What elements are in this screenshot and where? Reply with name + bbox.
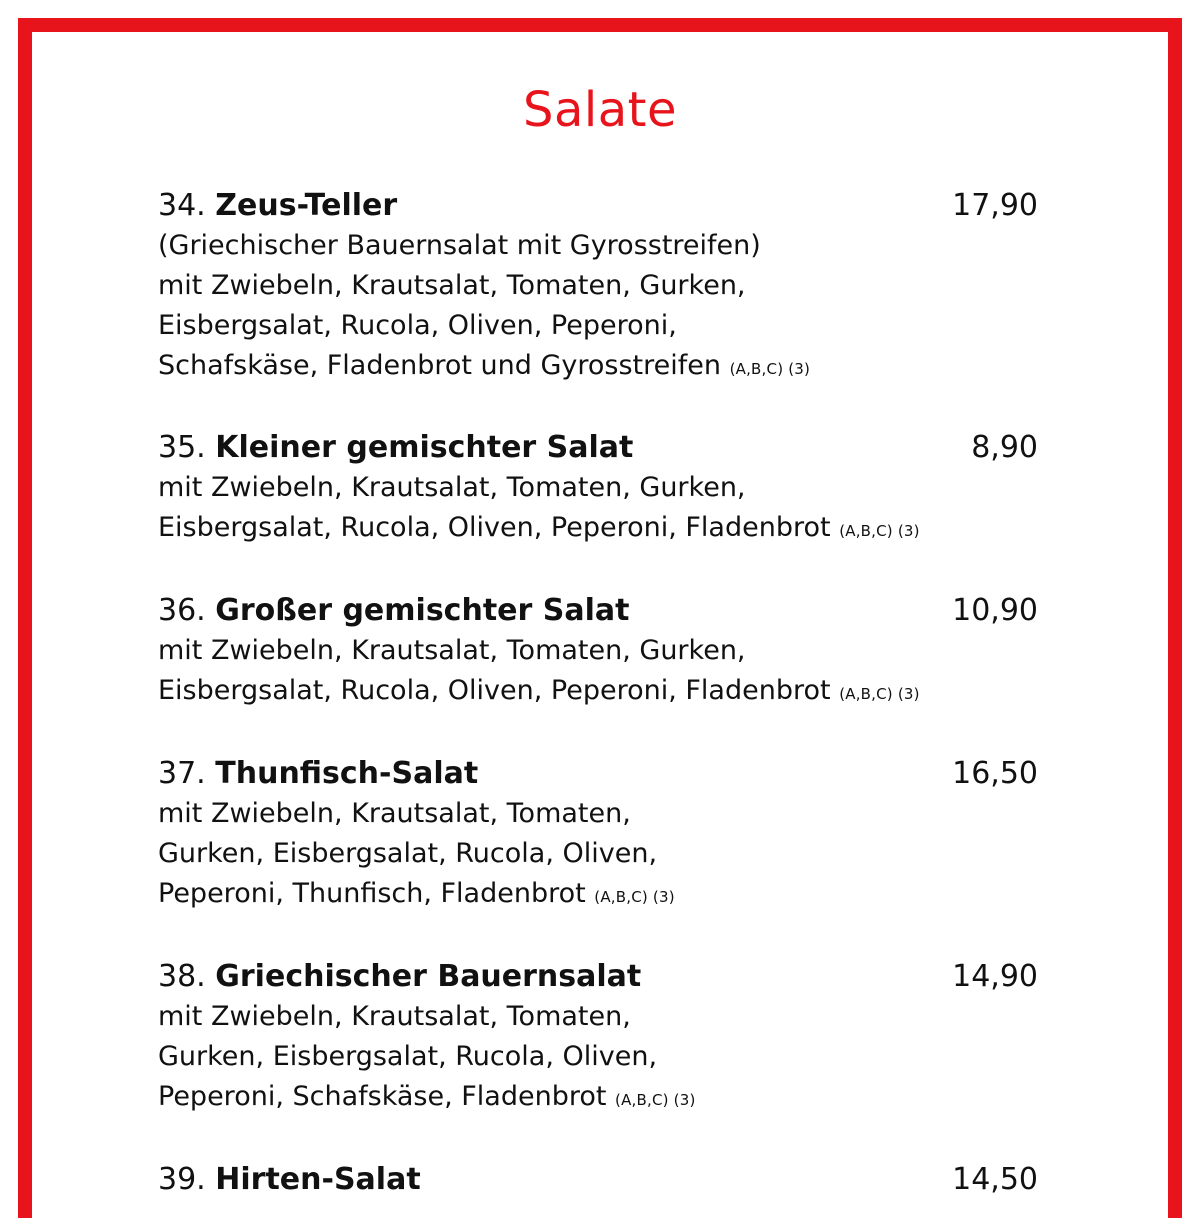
allergen-codes: (A,B,C) (3): [839, 685, 920, 703]
item-number: 38.: [158, 959, 206, 994]
menu-item: [158, 1160, 1038, 1200]
description-line: mit Zwiebeln, Krautsalat, Tomaten, Gurken,: [158, 635, 746, 666]
allergen-codes: (A,B,C) (3): [729, 360, 811, 378]
item-name: Zeus-Teller: [215, 188, 398, 223]
description-line: Gurken, Eisbergsalat, Rucola, Oliven,: [158, 838, 658, 869]
item-name: Kleiner gemischter Salat: [215, 430, 634, 465]
allergen-codes: (A,B,C) (3): [839, 522, 920, 540]
page-title: Salate: [523, 82, 677, 138]
description-text: Eisbergsalat, Rucola, Oliven, Peperoni, Fladenbrot: [158, 512, 831, 543]
description-text: Peperoni, Thunfisch, Fladenbrot: [158, 878, 586, 909]
menu-item: [158, 591, 1038, 714]
item-description: [158, 997, 1038, 1120]
menu-item: [158, 754, 1038, 917]
description-line-last: [158, 874, 1038, 917]
item-name: Hirten-Salat: [215, 1162, 421, 1197]
description-line: mit Zwiebeln, Krautsalat, Tomaten, Gurken,: [158, 472, 746, 503]
description-line: Eisbergsalat, Rucola, Oliven, Peperoni,: [158, 310, 677, 341]
item-description: [158, 226, 1038, 389]
item-description: [158, 794, 1038, 917]
description-line: mit Zwiebeln, Krautsalat, Tomaten,: [158, 1001, 631, 1032]
menu-item-header: [158, 1160, 1038, 1200]
menu-item-header: [158, 754, 1038, 794]
menu-item: [158, 186, 1038, 389]
item-description: [158, 468, 1038, 551]
menu-item-header: [158, 591, 1038, 631]
menu-item: [158, 957, 1038, 1120]
allergen-codes: (A,B,C) (3): [615, 1091, 696, 1109]
allergen-codes: (A,B,C) (3): [594, 888, 675, 906]
menu-item-header: [158, 428, 1038, 468]
menu-item-header: [158, 957, 1038, 997]
item-price: 8,90: [971, 430, 1038, 465]
item-price: 14,50: [952, 1162, 1038, 1197]
item-number: 34.: [158, 188, 206, 223]
item-price: 16,50: [952, 756, 1038, 791]
item-name: Großer gemischter Salat: [215, 593, 630, 628]
item-description: [158, 631, 1038, 714]
item-number: 37.: [158, 756, 206, 791]
description-text: Peperoni, Schafskäse, Fladenbrot: [158, 1081, 607, 1112]
item-price: 17,90: [952, 188, 1038, 223]
item-number: 39.: [158, 1162, 206, 1197]
item-number: 35.: [158, 430, 206, 465]
description-line: (Griechischer Bauernsalat mit Gyrosstreifen): [158, 230, 761, 261]
description-line: mit Zwiebeln, Krautsalat, Tomaten, Gurken,: [158, 270, 746, 301]
description-line-last: [158, 671, 1038, 714]
menu-frame: [18, 18, 1182, 1218]
item-price: 10,90: [952, 593, 1038, 628]
description-line-last: [158, 346, 1038, 389]
description-line: mit Zwiebeln, Krautsalat, Tomaten,: [158, 798, 631, 829]
description-text: Schafskäse, Fladenbrot und Gyrosstreifen: [158, 350, 721, 381]
item-name: Thunfisch-Salat: [215, 756, 479, 791]
item-number: 36.: [158, 593, 206, 628]
item-price: 14,90: [952, 959, 1038, 994]
menu-item: [158, 428, 1038, 551]
item-name: Griechischer Bauernsalat: [215, 959, 642, 994]
description-line: Gurken, Eisbergsalat, Rucola, Oliven,: [158, 1041, 658, 1072]
description-line-last: [158, 1077, 1038, 1120]
menu-item-header: [158, 186, 1038, 226]
description-line-last: [158, 508, 1038, 551]
description-text: Eisbergsalat, Rucola, Oliven, Peperoni, Fladenbrot: [158, 675, 831, 706]
